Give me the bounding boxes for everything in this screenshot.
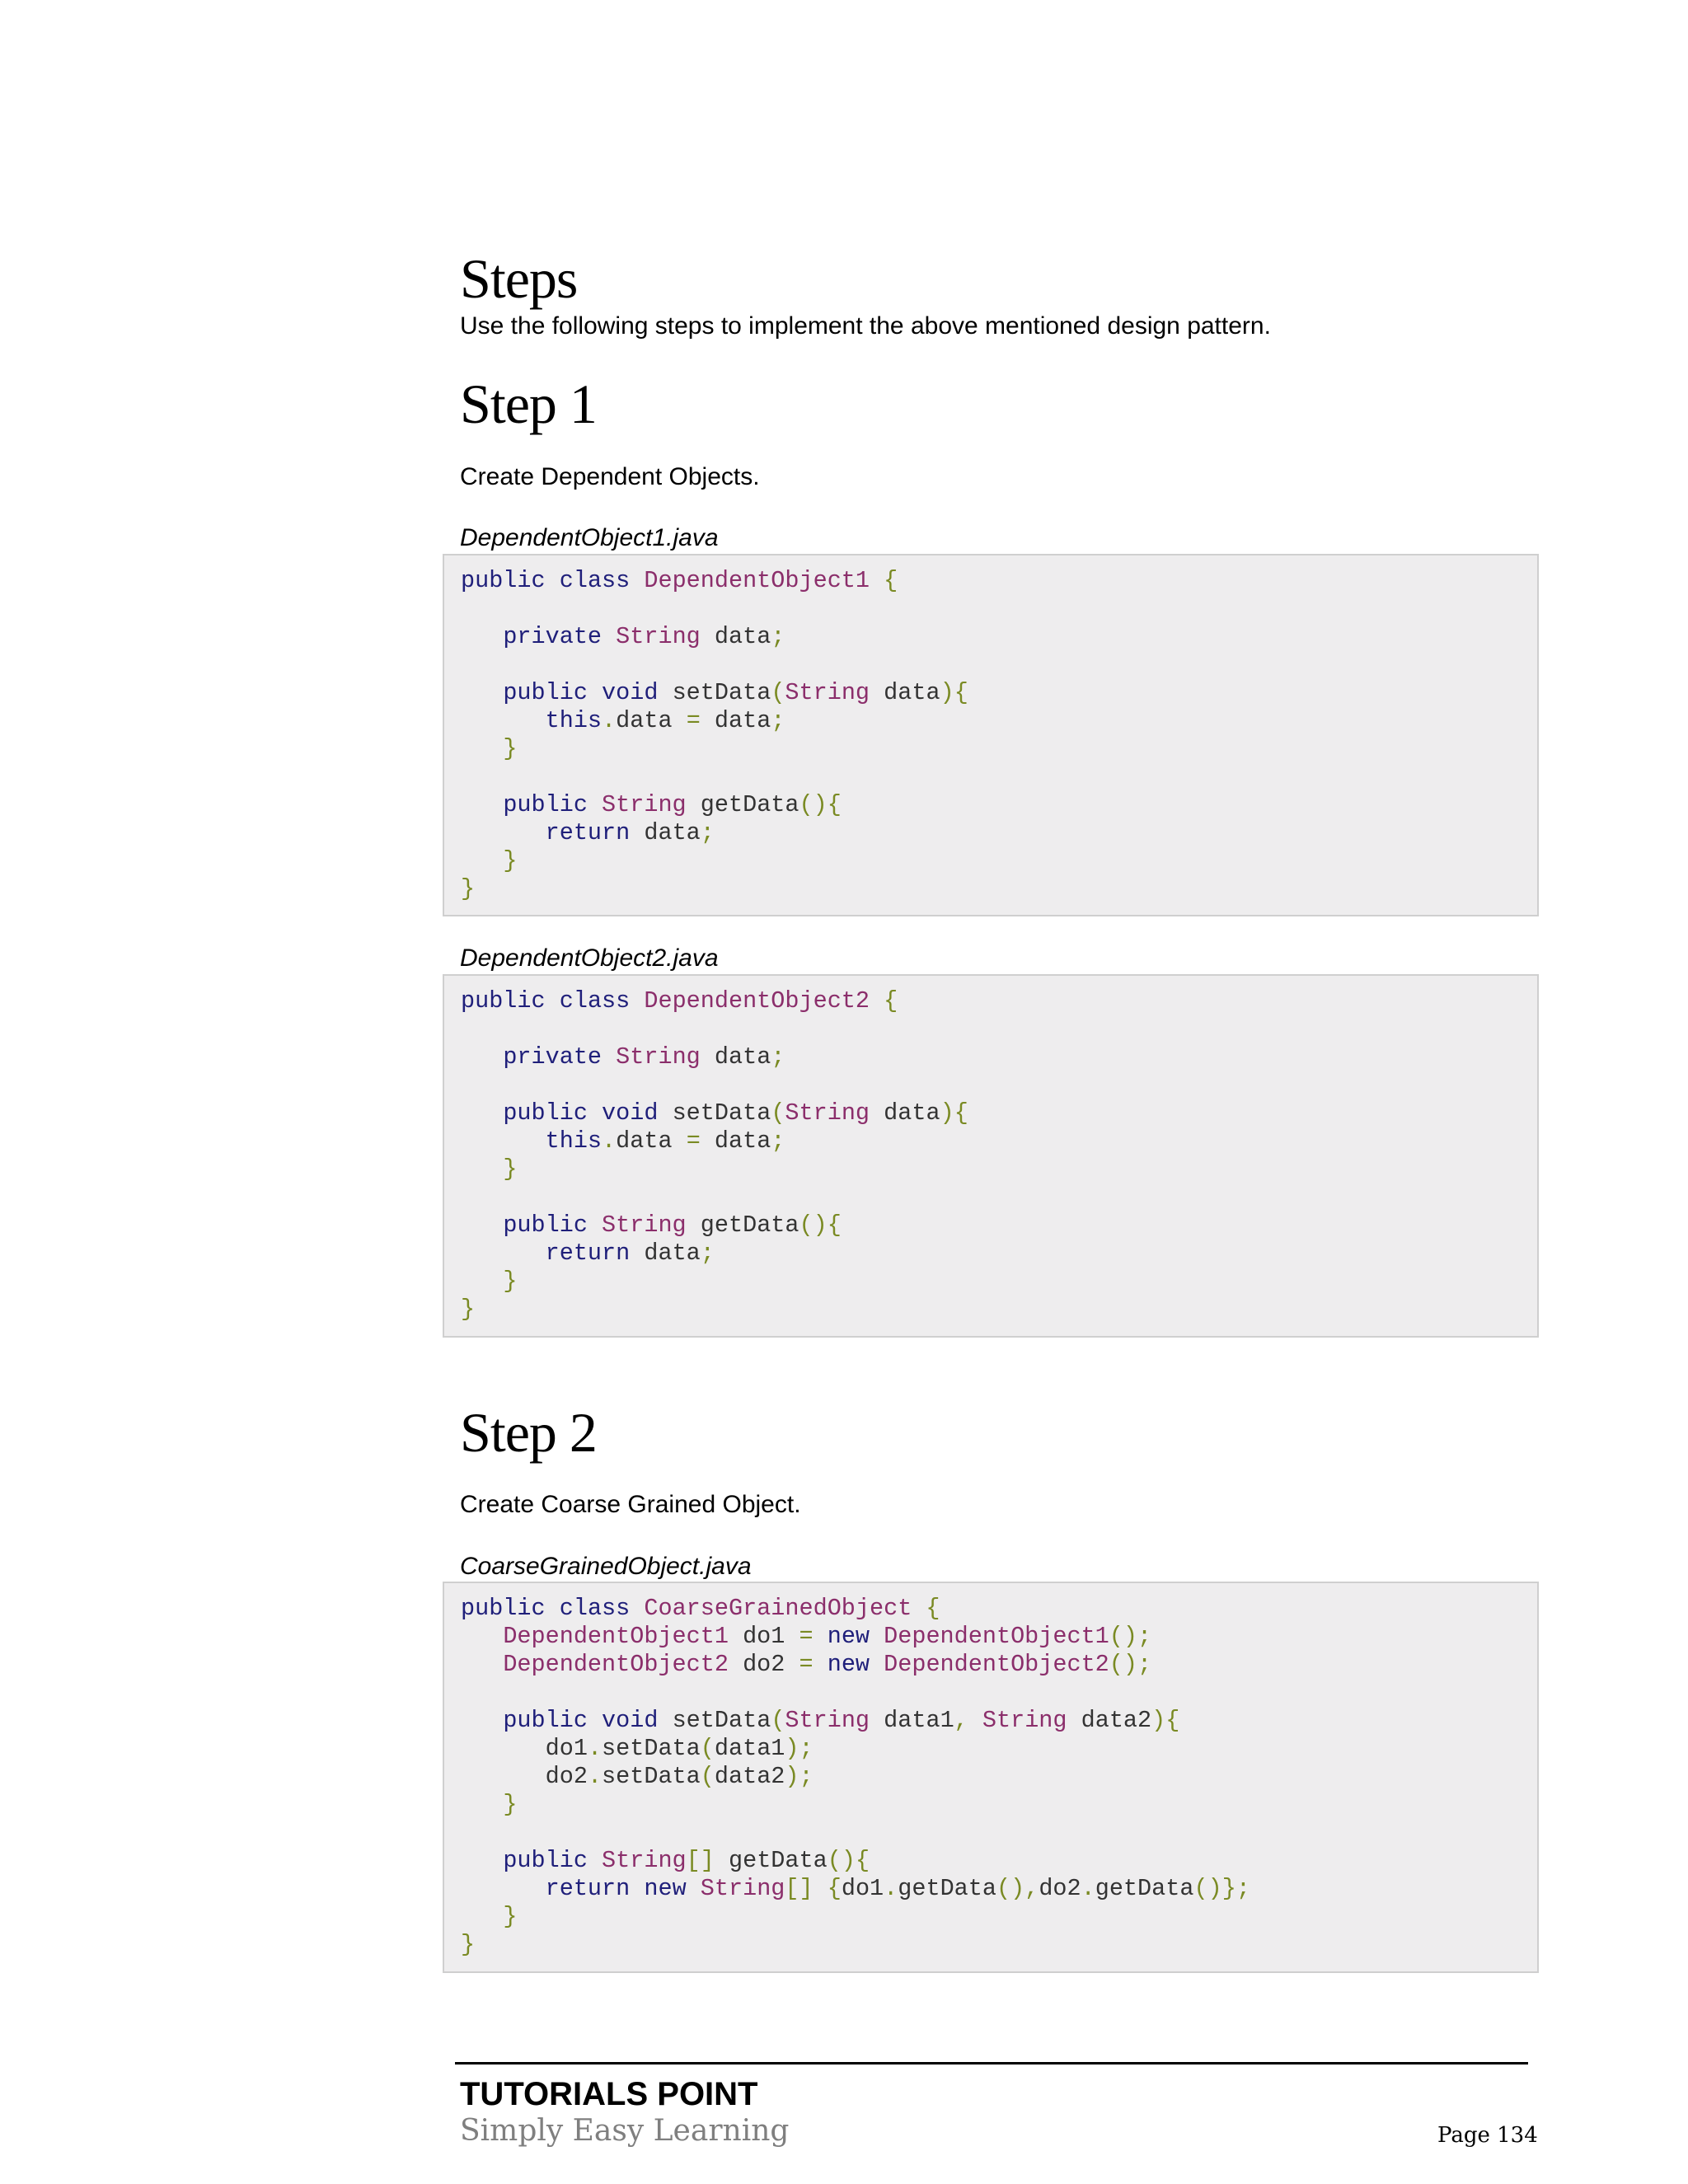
- code-identifier: setData: [602, 1763, 701, 1790]
- code-type: DependentObject1: [503, 1623, 729, 1650]
- code-punctuation: ): [1207, 1875, 1222, 1902]
- code-identifier: data: [714, 1127, 771, 1155]
- code-identifier: do2: [1039, 1875, 1081, 1902]
- code-punctuation: .: [602, 707, 617, 734]
- steps-heading: Steps: [460, 247, 578, 310]
- code-punctuation: {: [926, 1595, 940, 1622]
- code-identifier: data: [884, 679, 940, 706]
- code-punctuation: (: [799, 791, 814, 818]
- code-punctuation: }: [503, 1791, 518, 1818]
- code-identifier: setData: [672, 679, 771, 706]
- code-identifier: data1: [884, 1707, 954, 1734]
- code-identifier: setData: [672, 1099, 771, 1127]
- code-punctuation: ,: [1025, 1875, 1039, 1902]
- code-type: String: [602, 1212, 687, 1239]
- code-punctuation: }: [1221, 1875, 1236, 1902]
- code-text: [444, 555, 1537, 903]
- code-identifier: do2: [743, 1651, 785, 1678]
- file-name-dependentobject2: DependentObject2.java: [460, 944, 719, 972]
- code-identifier: data2: [1081, 1707, 1152, 1734]
- code-punctuation: ;: [771, 1127, 785, 1155]
- code-identifier: data: [714, 707, 771, 734]
- code-punctuation: .: [602, 1127, 617, 1155]
- code-type: String: [982, 1707, 1067, 1734]
- code-identifier: getData: [898, 1875, 996, 1902]
- code-keyword: return: [545, 1240, 631, 1267]
- code-keyword: void: [602, 1707, 659, 1734]
- code-keyword: public: [503, 1212, 588, 1239]
- code-punctuation: (: [771, 679, 785, 706]
- page-number: Page 134: [1437, 2123, 1538, 2148]
- code-punctuation: {: [884, 987, 898, 1015]
- code-type: String: [785, 1099, 870, 1127]
- code-punctuation: }: [503, 1903, 518, 1930]
- code-text: [444, 976, 1537, 1324]
- code-punctuation: }: [461, 1296, 476, 1323]
- code-punctuation: {: [827, 1875, 842, 1902]
- code-type: DependentObject2: [503, 1651, 729, 1678]
- code-keyword: new: [827, 1651, 870, 1678]
- code-punctuation: =: [799, 1651, 814, 1678]
- code-identifier: getData: [700, 1212, 799, 1239]
- code-keyword: void: [602, 1099, 659, 1127]
- code-type: String: [602, 1847, 687, 1874]
- code-identifier: do1: [743, 1623, 785, 1650]
- code-identifier: data: [616, 707, 673, 734]
- code-identifier: getData: [1095, 1875, 1194, 1902]
- code-type: String: [785, 1707, 870, 1734]
- code-keyword: void: [602, 679, 659, 706]
- code-identifier: getData: [700, 791, 799, 818]
- code-type: DependentObject1: [644, 567, 870, 594]
- code-keyword: public: [503, 1847, 588, 1874]
- code-punctuation: =: [686, 707, 701, 734]
- code-punctuation: ]: [799, 1875, 814, 1902]
- code-punctuation: .: [587, 1735, 603, 1762]
- code-keyword: private: [503, 623, 603, 650]
- code-identifier: data: [644, 1240, 701, 1267]
- code-punctuation: {: [1165, 1707, 1180, 1734]
- steps-intro: Use the following steps to implement the above mentioned design pattern.: [460, 312, 1271, 340]
- code-punctuation: ;: [771, 1043, 785, 1071]
- code-identifier: do1: [545, 1735, 588, 1762]
- code-identifier: data: [884, 1099, 940, 1127]
- code-type: DependentObject2: [884, 1651, 1109, 1678]
- step1-heading: Step 1: [460, 373, 597, 435]
- code-punctuation: {: [884, 567, 898, 594]
- code-identifier: setData: [602, 1735, 701, 1762]
- code-punctuation: (: [700, 1735, 715, 1762]
- code-punctuation: ): [841, 1847, 856, 1874]
- code-punctuation: }: [461, 1931, 476, 1958]
- code-type: String: [785, 679, 870, 706]
- code-punctuation: ): [1123, 1623, 1138, 1650]
- code-punctuation: .: [1081, 1875, 1095, 1902]
- code-punctuation: ): [813, 1212, 828, 1239]
- code-punctuation: ): [813, 791, 828, 818]
- code-punctuation: {: [827, 1212, 842, 1239]
- code-punctuation: }: [503, 1268, 518, 1295]
- code-keyword: return: [545, 819, 631, 846]
- code-punctuation: ;: [1137, 1651, 1152, 1678]
- code-keyword: class: [559, 1595, 631, 1622]
- code-punctuation: ): [785, 1735, 799, 1762]
- code-punctuation: ]: [700, 1847, 715, 1874]
- code-punctuation: ;: [771, 623, 785, 650]
- code-punctuation: ,: [954, 1707, 968, 1734]
- code-punctuation: ): [940, 679, 954, 706]
- code-punctuation: }: [503, 735, 518, 762]
- code-keyword: new: [644, 1875, 687, 1902]
- code-type: String: [602, 791, 687, 818]
- code-punctuation: }: [503, 1155, 518, 1183]
- code-punctuation: .: [884, 1875, 898, 1902]
- code-punctuation: {: [954, 679, 968, 706]
- step1-description: Create Dependent Objects.: [460, 463, 760, 490]
- code-identifier: do1: [841, 1875, 884, 1902]
- code-punctuation: ;: [1137, 1623, 1152, 1650]
- code-punctuation: (: [1193, 1875, 1208, 1902]
- code-punctuation: (: [996, 1875, 1011, 1902]
- code-keyword: public: [503, 1099, 588, 1127]
- code-punctuation: {: [954, 1099, 968, 1127]
- step2-description: Create Coarse Grained Object.: [460, 1491, 801, 1518]
- code-punctuation: ;: [1236, 1875, 1250, 1902]
- code-block-dependentobject1: [443, 554, 1539, 916]
- code-keyword: public: [503, 791, 588, 818]
- code-keyword: public: [503, 1707, 588, 1734]
- code-keyword: class: [559, 987, 631, 1015]
- code-block-coarsegrainedobject: [443, 1582, 1539, 1973]
- code-punctuation: (: [1109, 1623, 1123, 1650]
- code-type: CoarseGrainedObject: [644, 1595, 912, 1622]
- code-keyword: this: [545, 707, 603, 734]
- code-type: DependentObject2: [644, 987, 870, 1015]
- code-punctuation: (: [799, 1212, 814, 1239]
- code-punctuation: ): [1010, 1875, 1025, 1902]
- footer-brand: TUTORIALS POINT: [460, 2076, 758, 2112]
- code-punctuation: [: [686, 1847, 701, 1874]
- code-punctuation: ): [785, 1763, 799, 1790]
- code-identifier: data2: [714, 1763, 785, 1790]
- code-punctuation: }: [503, 847, 518, 874]
- code-block-dependentobject2: [443, 974, 1539, 1338]
- code-punctuation: }: [461, 875, 476, 902]
- code-type: String: [700, 1875, 785, 1902]
- code-keyword: class: [559, 567, 631, 594]
- footer-divider: [455, 2062, 1528, 2064]
- code-identifier: do2: [545, 1763, 588, 1790]
- code-punctuation: ;: [700, 819, 715, 846]
- code-keyword: private: [503, 1043, 603, 1071]
- code-punctuation: (: [1109, 1651, 1123, 1678]
- code-keyword: public: [461, 1595, 546, 1622]
- step2-heading: Step 2: [460, 1401, 597, 1464]
- code-punctuation: =: [686, 1127, 701, 1155]
- code-punctuation: ;: [799, 1735, 814, 1762]
- code-punctuation: ): [1123, 1651, 1138, 1678]
- code-identifier: data1: [714, 1735, 785, 1762]
- code-keyword: public: [461, 987, 546, 1015]
- code-type: DependentObject1: [884, 1623, 1109, 1650]
- code-identifier: data: [644, 819, 701, 846]
- code-identifier: data: [714, 1043, 771, 1071]
- code-punctuation: ;: [700, 1240, 715, 1267]
- code-keyword: this: [545, 1127, 603, 1155]
- code-keyword: new: [827, 1623, 870, 1650]
- code-punctuation: .: [587, 1763, 603, 1790]
- file-name-coarsegrainedobject: CoarseGrainedObject.java: [460, 1553, 752, 1580]
- code-punctuation: =: [799, 1623, 814, 1650]
- code-punctuation: ): [940, 1099, 954, 1127]
- code-punctuation: ;: [771, 707, 785, 734]
- code-punctuation: (: [827, 1847, 842, 1874]
- code-punctuation: ): [1151, 1707, 1166, 1734]
- code-punctuation: ;: [799, 1763, 814, 1790]
- code-text: [444, 1583, 1537, 1959]
- code-keyword: public: [503, 679, 588, 706]
- code-punctuation: {: [855, 1847, 870, 1874]
- code-punctuation: (: [771, 1707, 785, 1734]
- code-punctuation: (: [771, 1099, 785, 1127]
- file-name-dependentobject1: DependentObject1.java: [460, 524, 719, 551]
- code-keyword: return: [545, 1875, 631, 1902]
- code-punctuation: {: [827, 791, 842, 818]
- code-type: String: [616, 1043, 701, 1071]
- code-identifier: setData: [672, 1707, 771, 1734]
- code-identifier: data: [616, 1127, 673, 1155]
- code-keyword: public: [461, 567, 546, 594]
- footer-tagline: Simply Easy Learning: [460, 2114, 790, 2148]
- code-type: String: [616, 623, 701, 650]
- code-identifier: getData: [729, 1847, 828, 1874]
- code-punctuation: (: [700, 1763, 715, 1790]
- code-punctuation: [: [785, 1875, 799, 1902]
- code-identifier: data: [714, 623, 771, 650]
